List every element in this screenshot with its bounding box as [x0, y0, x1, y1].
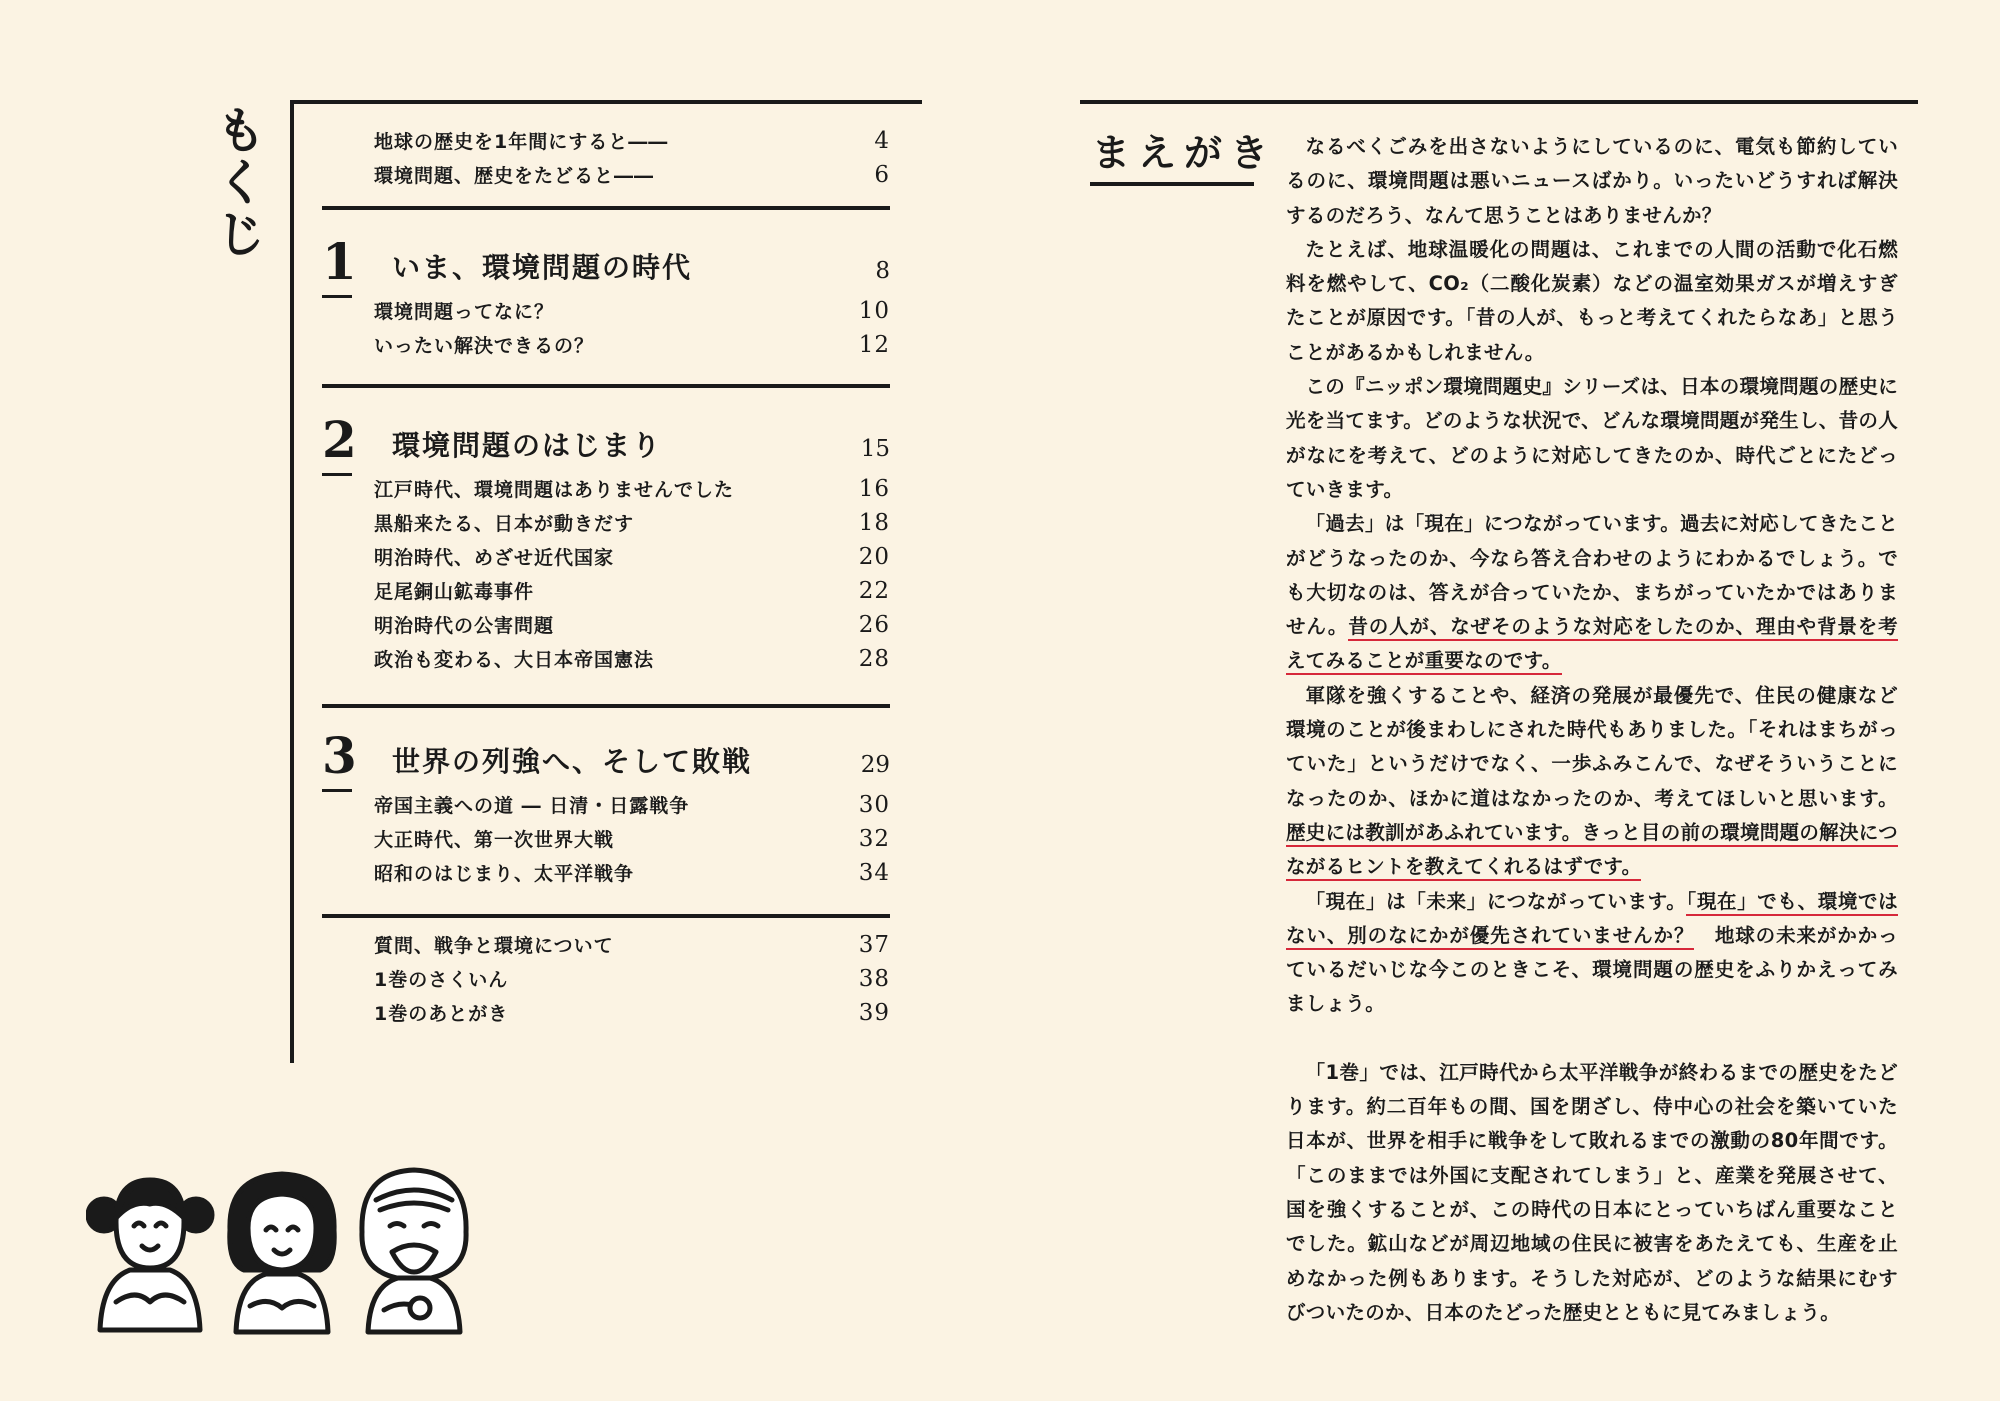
toc-entry[interactable] [322, 638, 890, 672]
toc-intro-list [322, 120, 890, 188]
preface-top-rule [1080, 100, 1918, 104]
preface-text: 地球の未来がかかっているだいじな今このときこそ、環境問題の歴史をふりかえってみましょう。 [1286, 923, 1898, 1016]
toc-entry-title: 質問、戦争と環境について [374, 935, 614, 957]
highlighted-sentence: 歴史には教訓があふれています。きっと目の前の環境問題の解決につながるヒントを教えてくれるはずです。 [1286, 821, 1898, 881]
toc-entry-title: 政治も変わる、大日本帝国憲法 [374, 649, 655, 671]
toc-outro-list [322, 924, 890, 1026]
toc-entry[interactable] [322, 154, 890, 188]
toc-entry-page: 26 [858, 612, 890, 638]
toc-chapter-2 [322, 400, 890, 672]
toc-divider [322, 704, 890, 708]
toc-entry-title: いったい解決できるの？ [374, 335, 595, 357]
toc-chapter-3 [322, 716, 890, 886]
preface-text: 「現在」は「未来」につながっています。 [1305, 889, 1687, 913]
toc-entry-page: 37 [858, 932, 890, 958]
toc-entry-title: 地球の歴史を1年間にすると―― [374, 131, 669, 153]
toc-entry-page: 12 [858, 332, 890, 358]
chapter-heading[interactable] [322, 716, 890, 784]
toc-entry[interactable] [322, 502, 890, 536]
toc-entry-page: 18 [858, 510, 890, 536]
preface-text: 「過去」は「現在」につながっています。過去に対応してきたことがどうなったのか、今なら答え合わせのようにわかるでしょう。でも大切なのは、答えが合っていたか、まちがっていたかではありません。 [1286, 512, 1898, 639]
toc-entry-title: 環境問題、歴史をたどると―― [374, 165, 655, 187]
toc-entry[interactable] [322, 992, 890, 1026]
toc-vertical-rule [290, 100, 294, 1063]
toc-entry-title: 明治時代、めざせ近代国家 [374, 547, 615, 569]
toc-entry-title: 黒船来たる、日本が動きだす [374, 513, 635, 535]
chapter-number: 2 [322, 412, 372, 468]
toc-entry[interactable] [322, 958, 890, 992]
chapter-heading[interactable] [322, 222, 890, 290]
toc-entry[interactable] [322, 924, 890, 958]
chapter-title: 世界の列強へ、そして敗戦 [392, 745, 753, 778]
chapter-title: 環境問題のはじまり [392, 429, 663, 462]
toc-entry-title: 1巻のさくいん [374, 969, 509, 991]
girl-character-icon [88, 1180, 212, 1330]
toc-entry-page: 30 [858, 792, 890, 818]
toc-entry-title: 1巻のあとがき [374, 1003, 509, 1025]
toc-chapter-1 [322, 222, 890, 358]
preface-title-underline [1090, 182, 1254, 186]
toc-entry-title: 昭和のはじまり、太平洋戦争 [374, 863, 635, 885]
highlighted-sentence: 「現在」でも、環境ではない、別のなにかが優先されていませんか？ [1286, 890, 1898, 950]
toc-entry-page: 10 [858, 298, 890, 324]
toc-entry[interactable] [322, 120, 890, 154]
toc-entry[interactable] [322, 536, 890, 570]
toc-entry-page: 34 [858, 860, 890, 886]
toc-heading: もくじ [208, 104, 266, 260]
toc-entry-page: 6 [874, 162, 890, 188]
preface-text: 軍隊を強くすることや、経済の発展が最優先で、住民の健康など環境のことが後まわしにされた時代もありました。「それはまちがっていた」というだけでなく、一歩ふみこんで、なぜそういうことになったのか、ほかに道はなかったのか、考えてほしいと思います。 [1286, 683, 1898, 810]
preface-paragraph [1286, 885, 1898, 1022]
chapter-page: 15 [860, 436, 890, 462]
preface-paragraph: 「1巻」では、江戸時代から太平洋戦争が終わるまでの歴史をたどります。約二百年もの間、国を閉ざし、侍中心の社会を築いていた日本が、世界を相手に戦争をして敗れるまでの激動の80年間です。「このままでは外国に支配されてしまう」と、産業を発展させて、国を強くすることが、この時代の日本にとっていちばん重要なことでした。鉱山などが周辺地域の住民に被害をあたえても、生産を止めなかった例もあります。そうした対応が、どのような結果にむすびついたのか、日本のたどった歴史とともに見てみましょう。 [1286, 1060, 1899, 1324]
toc-divider [322, 206, 890, 210]
toc-top-rule [290, 100, 922, 104]
toc-entry[interactable] [322, 290, 890, 324]
toc-entry-title: 環境問題ってなに？ [374, 301, 555, 323]
toc-entry-page: 4 [874, 128, 890, 154]
chapter-title: いま、環境問題の時代 [392, 251, 693, 284]
woman-character-icon [230, 1174, 334, 1332]
toc-entry[interactable] [322, 818, 890, 852]
toc-entry-title: 足尾銅山鉱毒事件 [374, 581, 535, 603]
old-man-character-icon [362, 1170, 466, 1332]
toc-entry-page: 28 [858, 646, 890, 672]
toc-entry[interactable] [322, 570, 890, 604]
chapter-page: 29 [860, 752, 890, 778]
toc-entry-page: 38 [858, 966, 890, 992]
toc-entry-title: 江戸時代、環境問題はありませんでした [374, 479, 735, 501]
preface-paragraph: この『ニッポン環境問題史』シリーズは、日本の環境問題の歴史に光を当てます。どのような状況で、どんな環境問題が発生し、昔の人がなにを考えて、どのように対応してきたのか、時代ごとにたどっていきます。 [1286, 375, 1898, 501]
toc-divider [322, 384, 890, 388]
toc-entry[interactable] [322, 852, 890, 886]
preface-paragraph [1286, 679, 1898, 885]
preface-paragraph [1286, 507, 1898, 678]
preface-paragraph: なるべくごみを出さないようにしているのに、電気も節約しているのに、環境問題は悪いニュースばかり。いったいどうすれば解決するのだろう、なんて思うことはありませんか？ [1286, 135, 1898, 227]
toc-entry-page: 20 [858, 544, 890, 570]
preface-paragraph: たとえば、地球温暖化の問題は、これまでの人間の活動で化石燃料を燃やして、CO₂（二酸化炭素）などの温室効果ガスが増えすぎたことが原因です。「昔の人が、もっと考えてくれたらなあ」と思うことがあるかもしれません。 [1286, 237, 1898, 364]
toc-entry-page: 39 [858, 1000, 890, 1026]
chapter-page: 8 [875, 258, 890, 284]
characters-illustration [86, 1160, 486, 1340]
preface-title: まえがき [1092, 131, 1277, 175]
toc-entry[interactable] [322, 324, 890, 358]
chapter-heading[interactable] [322, 400, 890, 468]
toc-entry-page: 16 [858, 476, 890, 502]
toc-entry-title: 帝国主義への道 ― 日清・日露戦争 [374, 795, 690, 817]
toc-entry[interactable] [322, 468, 890, 502]
toc-entry-title: 明治時代の公害問題 [374, 615, 555, 637]
toc-entry[interactable] [322, 604, 890, 638]
toc-entry-title: 大正時代、第一次世界大戦 [374, 829, 615, 851]
toc-entry-page: 32 [858, 826, 890, 852]
toc-entry[interactable] [322, 784, 890, 818]
preface-body [1286, 130, 1898, 1330]
highlighted-sentence: 昔の人が、なぜそのような対応をしたのか、理由や背景を考えてみることが重要なのです。 [1286, 615, 1898, 675]
chapter-number: 3 [322, 728, 372, 784]
chapter-number: 1 [322, 234, 372, 290]
toc-entry-page: 22 [858, 578, 890, 604]
toc-divider [322, 914, 890, 918]
